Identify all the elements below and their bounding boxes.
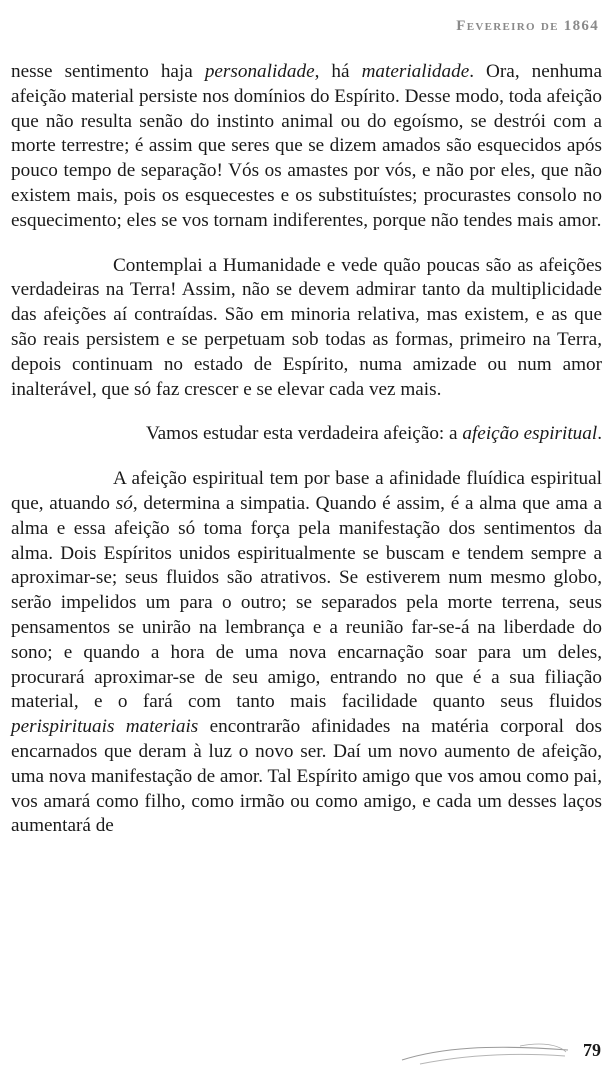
- italic-segment: materialidade: [361, 61, 470, 82]
- footer-ornament-icon: [400, 1040, 570, 1066]
- paragraph-1: [11, 60, 602, 234]
- text-segment: .: [597, 423, 602, 445]
- page-number: 79: [583, 1040, 601, 1060]
- text-segment: encontrarão afinidades na matéria corporal dos encarnados que deram à luz o novo ser. Daí um novo aumento de afeição, uma nova manifestação de amor. Tal Espírito amigo que vos amou como pai, vos amará como filho, como irmão ou como amigo, e cada um desses laços aumentará de: [11, 716, 602, 837]
- text-segment: Vamos estudar esta verdadeira afeição: a: [145, 423, 463, 445]
- paragraph-2: [11, 254, 602, 403]
- text-segment: Contemplai a Humanidade e vede quão poucas são as afeições verdadeiras na Terra! Assim, não se devem admirar tanto da multiplicidade das afeições aí contraídas. São em minoria relativa, mas existem, e as que são reais persistem e se perpetuam sob todas as formas, primeiro na Terra, depois continuam no estado de Espírito, numa amizade ou num amor inalterável, que só faz crescer e se elevar cada vez mais.: [11, 254, 602, 400]
- paragraph-4: [11, 467, 602, 839]
- running-head: Fevereiro de 1864: [456, 18, 599, 34]
- text-segment: , determina a simpatia. Quando é assim, é a alma que ama a alma e essa afeição só toma força pela manifestação dos sentimentos da alma. Dois Espíritos unidos espiritualmente se buscam e tendem sempre a aproximar-se; seus fluidos são atrativos. Se estiverem num mesmo globo, serão impelidos um para o outro; se separados pela morte terrena, seus pensamentos se unirão na lembrança e a reunião far-se-á na liberdade do sono; e quando a hora de uma nova encarnação soar para um deles, procurará aproximar-se de seu amigo, entrando no que é a sua filiação material, e o fará com tanto mais facilidade quanto seus fluidos: [11, 492, 602, 713]
- text-segment: , há: [314, 61, 362, 82]
- page-body: [11, 60, 602, 839]
- text-segment: . Ora, nenhuma afeição material persiste nos domínios do Espírito. Desse modo, toda afeição que não resulta senão do instinto animal ou do egoísmo, se destrói com a morte terrestre; é assim que seres que se dizem amados são esquecidos após pouco tempo de separação! Vós os amastes por vós, e não por eles, que não existem mais, pois os esquecestes e os substituístes; procurastes consolo no esquecimento; eles se vos tornam indiferentes, porque não tendes mais amor.: [11, 61, 602, 231]
- italic-segment: personalidade: [204, 61, 315, 82]
- italic-segment: perispirituais materiais: [11, 716, 199, 738]
- text-segment: nesse sentimento haja: [11, 61, 205, 82]
- italic-segment: afeição espiritual: [462, 423, 598, 445]
- italic-segment: só: [115, 492, 133, 514]
- text-segment: A afeição espiritual tem por base a afinidade fluídica espiritual que, atuando: [11, 468, 602, 514]
- paragraph-3: [11, 422, 602, 447]
